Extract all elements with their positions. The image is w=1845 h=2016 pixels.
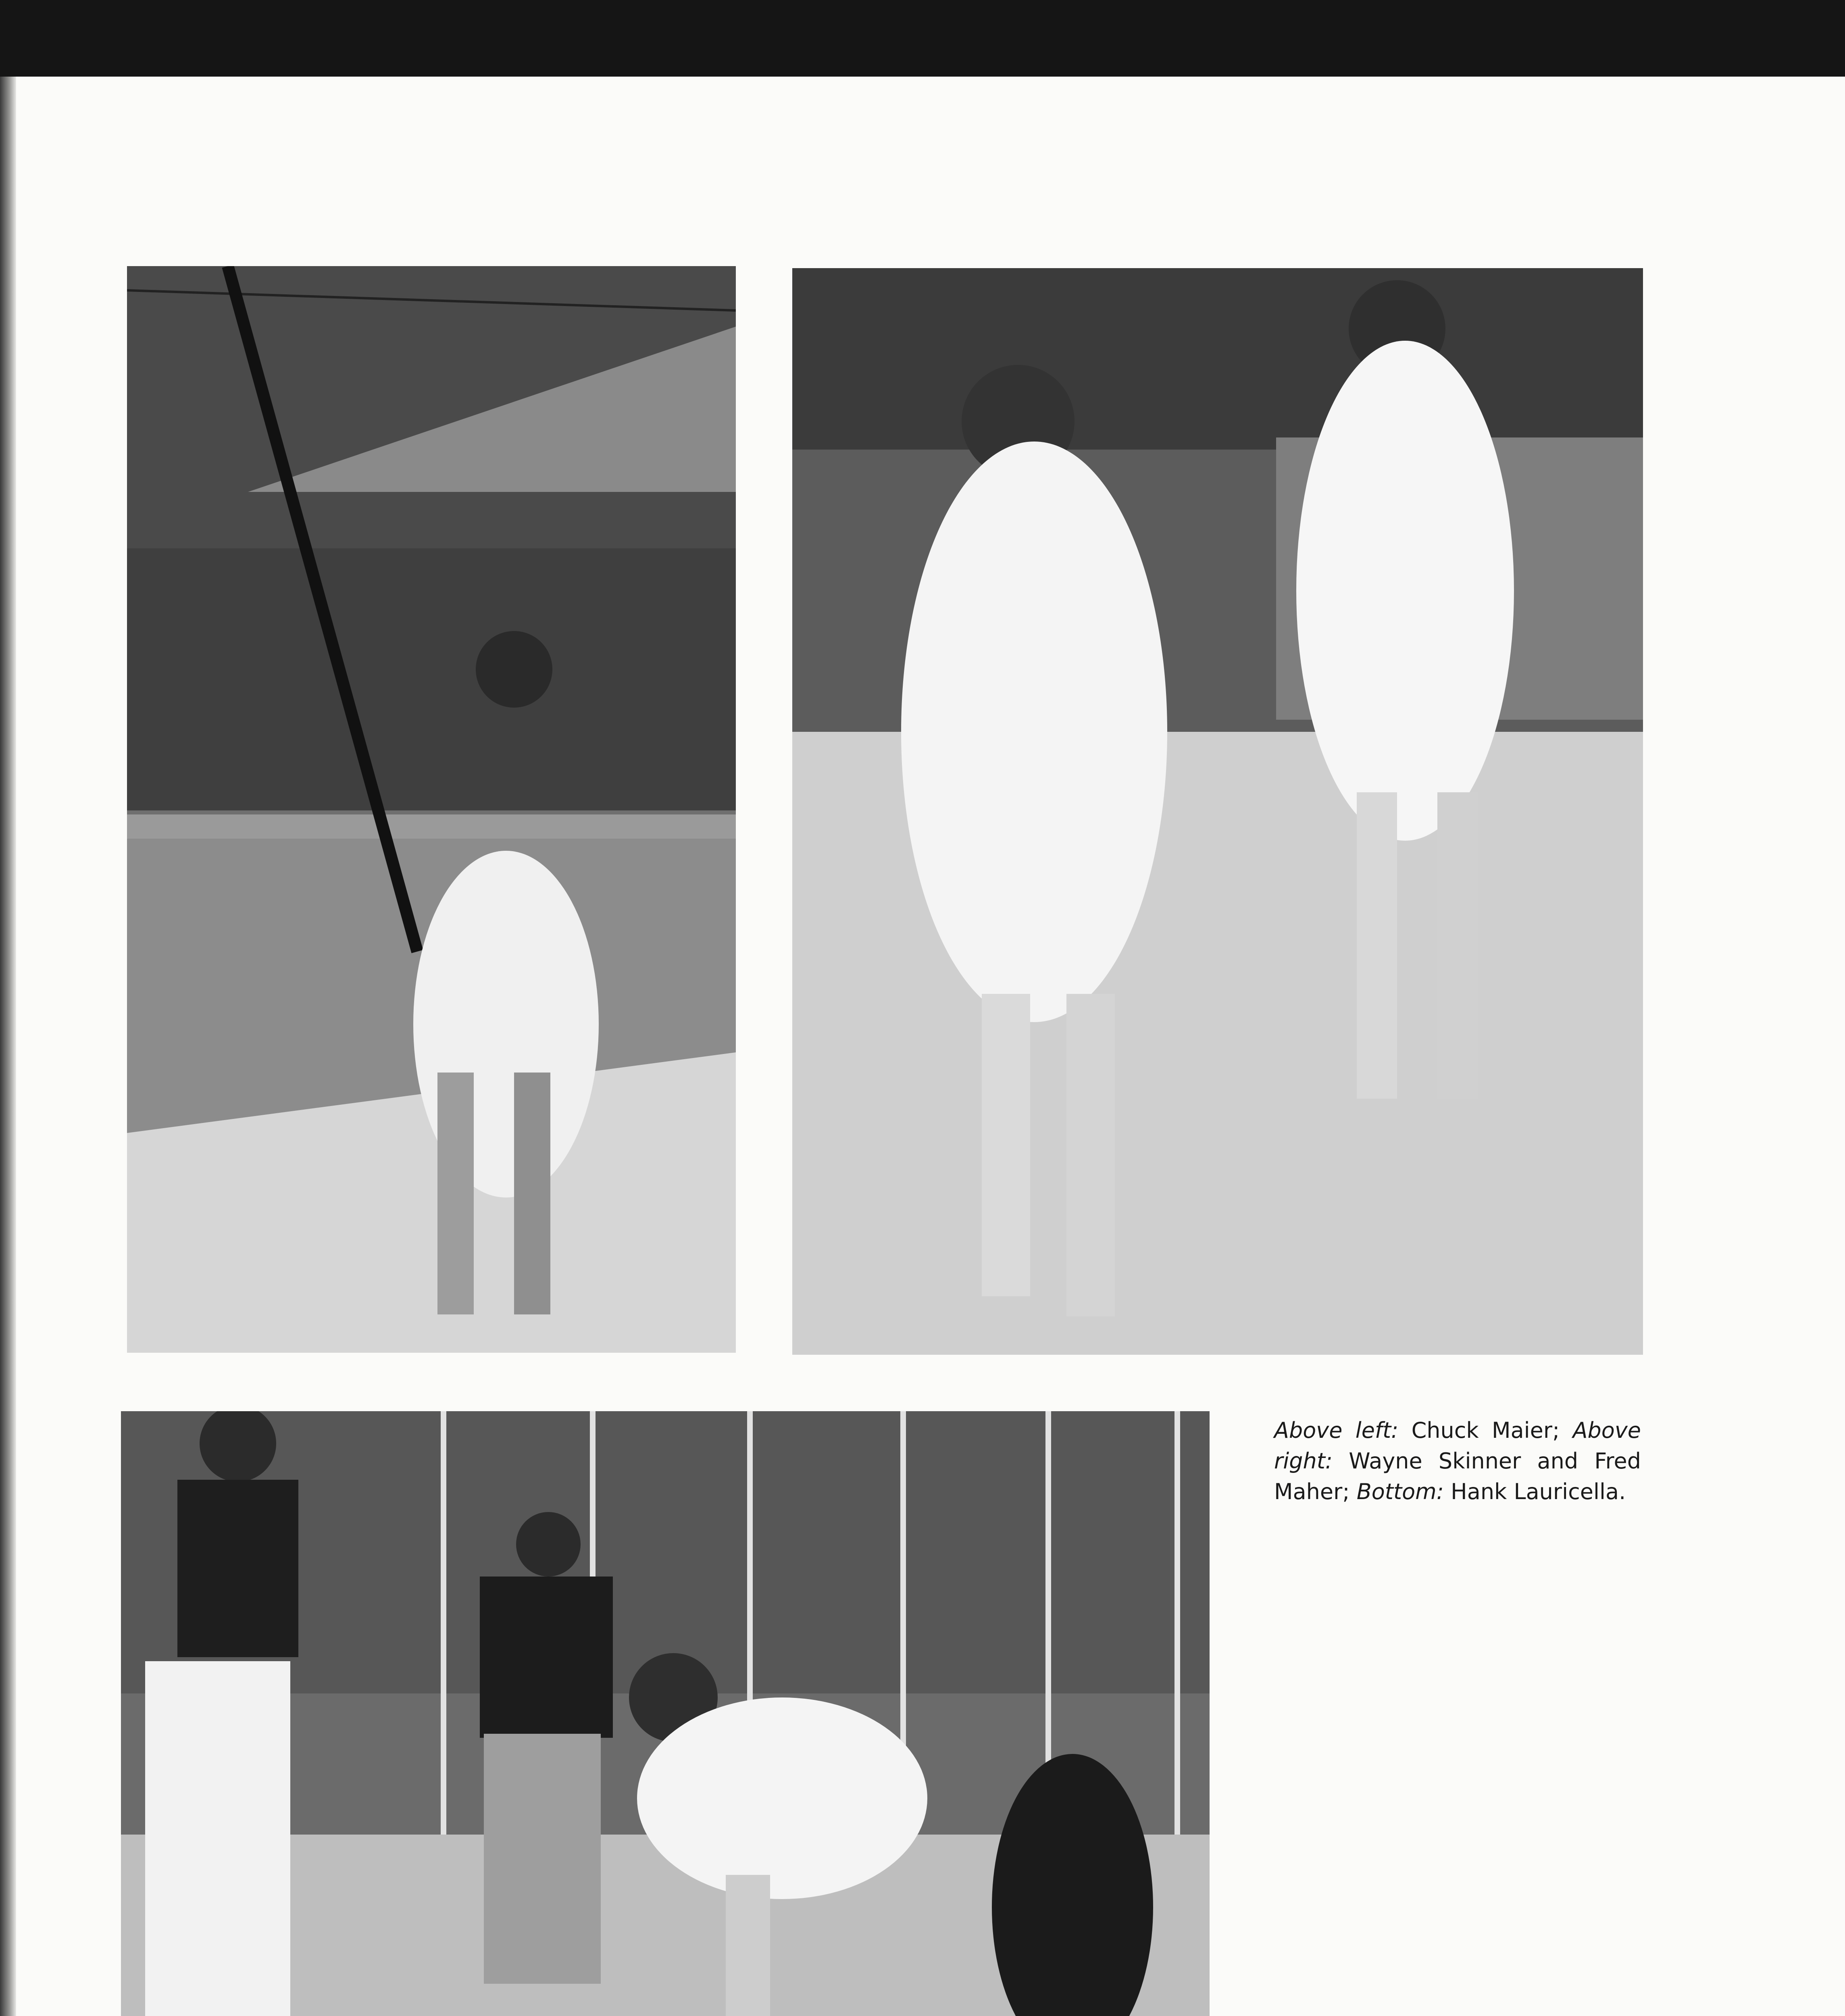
photo-sprinter-start: [121, 1411, 1210, 2016]
photo-two-runners: [792, 268, 1643, 1355]
caption-label-above-left: Above left:: [1274, 1418, 1399, 1443]
page-binding-edge: [0, 77, 16, 2016]
photo-caption: [1274, 1415, 1641, 1507]
caption-name-above-right: Wayne Skinner and Fred Maher;: [1274, 1448, 1641, 1504]
photo-pole-vaulter: [127, 266, 736, 1353]
scan-top-border: [0, 0, 1845, 77]
caption-label-above-right: Above right:: [1274, 1418, 1641, 1474]
caption-name-above-left: Chuck Maier;: [1398, 1418, 1573, 1443]
caption-label-bottom: Bottom:: [1356, 1479, 1444, 1504]
caption-name-bottom: Hank Lauricella.: [1443, 1479, 1626, 1504]
